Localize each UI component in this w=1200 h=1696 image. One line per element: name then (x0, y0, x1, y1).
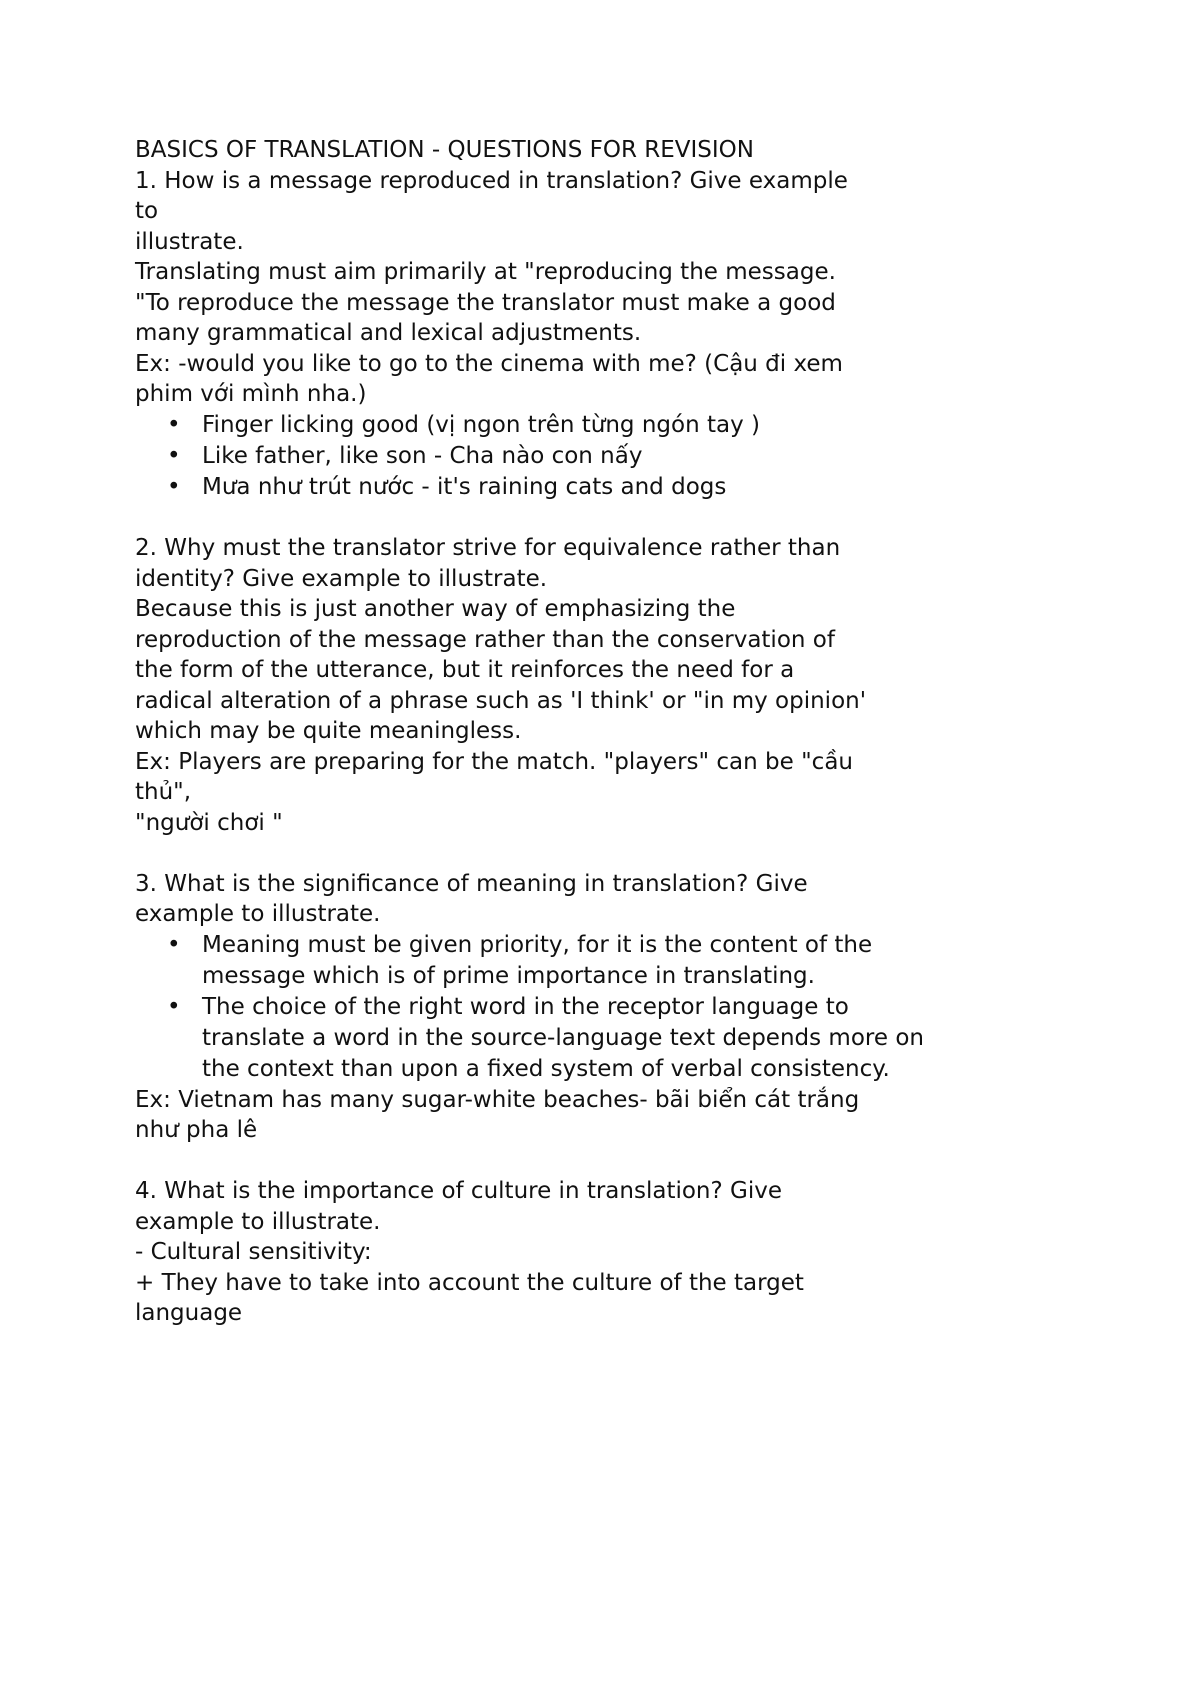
text-line: language (135, 1300, 243, 1326)
question-4 (135, 1176, 1095, 1329)
text-line: 1. How is a message reproduced in translation? Give example (135, 167, 848, 194)
text-line: example to illustrate. (135, 1208, 381, 1235)
text-line: Because this is just another way of emphasizing the (135, 596, 736, 622)
document-title: BASICS OF TRANSLATION - QUESTIONS FOR REVISION (135, 137, 754, 163)
text-line: + They have to take into account the culture of the target (135, 1269, 804, 1296)
text-line: thủ", (135, 779, 192, 805)
text-line: identity? Give example to illustrate. (135, 565, 548, 592)
question-3 (135, 869, 1095, 1146)
text-line: "người chơi " (135, 809, 283, 836)
bullet-list (135, 930, 1035, 1085)
text-line: many grammatical and lexical adjustments. (135, 320, 642, 346)
list-item: • The choice of the right word in the receptor language to translate a word in the source-language text depends more on the context than upon a fixed system of verbal consistency. (135, 992, 1035, 1085)
document-page (135, 135, 1095, 1329)
text-line: illustrate. (135, 228, 244, 255)
text-line: như pha lê (135, 1117, 258, 1143)
text-line: "To reproduce the message the translator must make a good (135, 289, 836, 316)
list-item: • Finger licking good (vị ngon trên từng ngón tay ) (135, 410, 1095, 441)
text-line: Translating must aim primarily at "reproducing the message. (135, 259, 836, 285)
question-2 (135, 533, 1095, 838)
list-item: • Mưa như trút nước - it's raining cats and dogs (135, 472, 1095, 503)
text-line: 4. What is the importance of culture in translation? Give (135, 1178, 782, 1204)
question-1 (135, 166, 1095, 503)
list-item: • Like father, like son - Cha nào con nấy (135, 441, 1095, 472)
text-line: radical alteration of a phrase such as 'I think' or "in my opinion' (135, 687, 867, 714)
text-line: which may be quite meaningless. (135, 718, 522, 744)
text-line: Ex: Vietnam has many sugar-white beaches- bãi biển cát trắng (135, 1086, 860, 1113)
list-item: • Meaning must be given priority, for it is the content of the message which is of prime importance in translating. (135, 930, 1035, 992)
text-line: the form of the utterance, but it reinforces the need for a (135, 657, 795, 683)
text-line: reproduction of the message rather than the conservation of (135, 626, 835, 653)
text-line: phim với mình nha.) (135, 381, 367, 407)
text-line: Ex: Players are preparing for the match. "players" can be "cầu (135, 748, 853, 775)
text-line: to (135, 198, 159, 224)
text-line: Ex: -would you like to go to the cinema with me? (Cậu đi xem (135, 350, 843, 377)
text-line: 3. What is the significance of meaning in translation? Give (135, 870, 808, 897)
text-line: 2. Why must the translator strive for equivalence rather than (135, 535, 841, 561)
bullet-list (135, 410, 1095, 503)
text-line: - Cultural sensitivity: (135, 1239, 372, 1265)
text-line: example to illustrate. (135, 901, 381, 927)
